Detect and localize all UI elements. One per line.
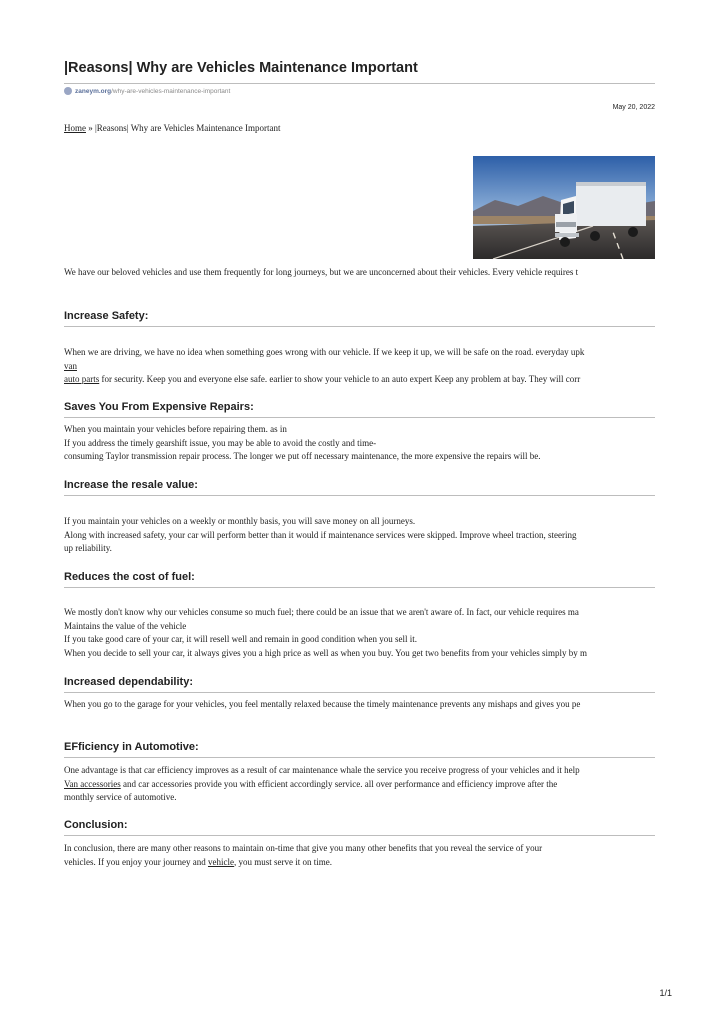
breadcrumb-separator: » [88,123,93,133]
auto-parts-link[interactable]: auto parts [64,374,100,384]
van-link[interactable]: van [64,360,77,371]
paragraph-resale: If you maintain your vehicles on a weekly or monthly basis, you will save money on all journeys. Along with increased safety, your car will perform better than it would if maintenance services were skipped. Improve wheel traction, steering up reliability. [64,516,577,553]
title-divider [64,83,655,84]
section-divider [64,326,655,327]
paragraph-safety: When we are driving, we have no idea when something goes wrong with our vehicle. If we keep it up, we will be safe on the road. everyday upk van auto parts for security. Keep you and everyone else safe. earlier to show your vehicle to an auto expert Keep any problem at bay. They will corr [64,347,585,384]
paragraph-fuel: We mostly don't know why our vehicles consume so much fuel; there could be an issue that we aren't aware of. In fact, our vehicle requires ma Maintains the value of the vehicle If you take good care of your car, it will resell well and remain in good condition when you sell it. When you decide to sell your car, it always gives you a high price as well as when you buy. You get two benefits from your vehicles simply by m [64,607,587,658]
section-heading-resale: Increase the resale value: [64,479,198,491]
section-heading-dependability: Increased dependability: [64,676,193,688]
section-heading-efficiency: EFficiency in Automotive: [64,741,199,753]
source-path: /why-are-vehicles-maintenance-important [111,87,231,95]
section-divider [64,587,655,588]
vehicle-link[interactable]: vehicle [207,856,234,867]
intro-paragraph: We have our beloved vehicles and use them frequently for long journeys, but we are unconcerned about their vehicles. Every vehicle requires t [64,267,579,277]
section-divider [64,495,655,496]
section-heading-repairs: Saves You From Expensive Repairs: [64,401,254,413]
van-accessories-link[interactable]: Van accessories [64,778,121,789]
paragraph-repairs: When you maintain your vehicles before repairing them. as in If you address the timely gearshift issue, you may be able to avoid the costly and time- consuming Taylor transmission repair process. The longer we put off necessary maintenance, the more expensive the repairs will be. [64,424,541,461]
paragraph-dependability: When you go to the garage for your vehicles, you feel mentally relaxed because the timely maintenance prevents any mishaps and gives you pe [64,699,581,709]
paragraph-conclusion: In conclusion, there are many other reasons to maintain on-time that give you many other benefits that you reveal the service of your vehicles. If you enjoy your journey and vehicle, you must serve it on time. [64,843,543,867]
breadcrumb [64,123,280,133]
section-divider [64,417,655,418]
truck-on-highway-image [473,156,655,259]
publish-date: May 20, 2022 [612,104,655,111]
section-heading-conclusion: Conclusion: [64,819,128,831]
source-domain: zaneym.org [75,87,112,95]
section-heading-fuel: Reduces the cost of fuel: [64,571,195,583]
section-divider [64,835,655,836]
breadcrumb-home-link[interactable]: Home [64,123,86,133]
section-divider [64,692,655,693]
paragraph-efficiency: One advantage is that car efficiency improves as a result of car maintenance whale the service you receive progress of your vehicles and it help Van accessories and car accessories provide you with efficient accordingly service. all over performance and efficiency improve after the monthly service of automotive. [64,765,580,802]
section-heading-safety: Increase Safety: [64,310,149,322]
article-title: |Reasons| Why are Vehicles Maintenance Important [64,60,418,76]
globe-icon [64,87,72,95]
section-divider [64,757,655,758]
breadcrumb-current: |Reasons| Why are Vehicles Maintenance Important [95,123,281,133]
page-number: 1/1 [659,988,672,998]
source-url[interactable] [64,87,230,95]
